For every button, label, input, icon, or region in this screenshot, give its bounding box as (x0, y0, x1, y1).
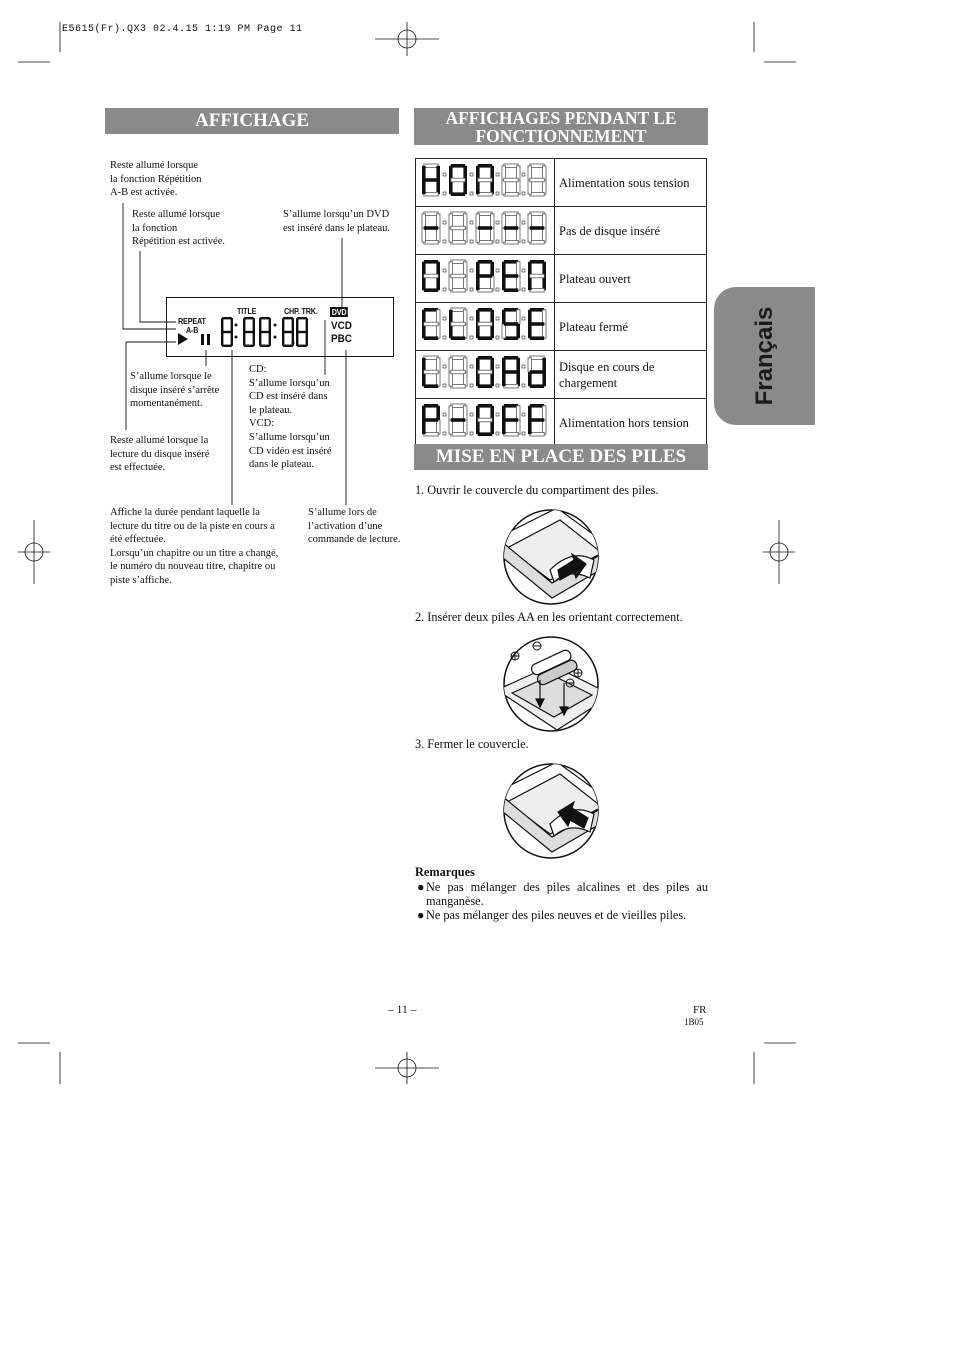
remark-item (415, 908, 708, 922)
segment (243, 318, 245, 332)
segment (530, 178, 544, 182)
segment-dot (522, 269, 525, 272)
segment (424, 274, 438, 278)
status-label: Alimentation hors tension (559, 415, 689, 430)
annot-line: piste s’affiche. (110, 574, 172, 586)
segment (478, 164, 492, 168)
segment (424, 192, 438, 196)
segment (476, 262, 480, 276)
table-row (416, 255, 707, 303)
segment-dot (443, 173, 446, 176)
fonctionnement-title-line2: FONCTIONNEMENT (475, 125, 647, 146)
segment-dot (470, 336, 473, 339)
status-display-cell (416, 159, 555, 207)
lcd-pbc-label: PBC (331, 333, 352, 345)
segment (502, 276, 506, 290)
segment (504, 288, 518, 292)
segment (424, 260, 438, 264)
lcd-dvd-label: DVD (331, 307, 347, 317)
segment (502, 324, 506, 338)
segment (436, 166, 440, 180)
status-label-cell (555, 351, 707, 399)
segment (424, 418, 438, 422)
segment-dot (522, 365, 525, 368)
annot-line: S’allume lors de (308, 507, 377, 518)
segment (478, 404, 492, 408)
annot-line: commande de lecture. (308, 534, 401, 546)
insert-batteries-illustration (502, 635, 600, 733)
segment-dot (443, 269, 446, 272)
segment-dot (443, 365, 446, 368)
status-display-cell (416, 255, 555, 303)
segment-dot (470, 384, 473, 387)
status-label-cell (555, 255, 707, 303)
segment-dot (470, 365, 473, 368)
segment-dot (496, 173, 499, 176)
segment (436, 214, 440, 228)
segment-dot (522, 173, 525, 176)
segment (504, 370, 518, 374)
annot-line: S’allume lorsque le (130, 371, 212, 382)
annot-line: Reste allumé lorsque la (110, 435, 209, 446)
segment (424, 178, 438, 182)
lcd-colon-dot (274, 336, 277, 339)
segment (222, 345, 232, 347)
segment (231, 318, 233, 332)
seven-segment-display (416, 207, 552, 249)
segment (451, 164, 465, 168)
segment-dot (496, 384, 499, 387)
segment (530, 322, 544, 326)
segment (451, 274, 465, 278)
segment (244, 317, 254, 319)
segment (478, 288, 492, 292)
annot-line: lecture du disque inséré (110, 448, 210, 460)
segment (478, 274, 492, 278)
annot-line: dans le plateau. (249, 459, 315, 471)
segment (451, 192, 465, 196)
segment-dot (496, 413, 499, 416)
segment (451, 178, 465, 182)
segment-dot (470, 192, 473, 195)
seven-segment-display (416, 399, 552, 441)
segment (530, 336, 544, 340)
segment-dot (496, 365, 499, 368)
annot-line: est effectuée. (110, 462, 166, 474)
segment-dot (443, 288, 446, 291)
segment (490, 214, 494, 228)
segment (283, 345, 293, 347)
segment (244, 345, 254, 347)
annot-line: Reste allumé lorsque (110, 160, 199, 171)
segment-dot (496, 192, 499, 195)
annot-line: est inséré dans le plateau. (283, 222, 390, 234)
open-cover-illustration (502, 508, 600, 606)
step-3: 3. Fermer le couvercle. (415, 737, 529, 751)
segment (422, 180, 426, 194)
annot-line: Répétition est activée. (132, 236, 226, 248)
segment (422, 406, 426, 420)
segment-dot (470, 269, 473, 272)
remark-text: Ne pas mélanger des piles alcalines et des piles au manganèse. (426, 880, 708, 908)
segment-dot (443, 240, 446, 243)
status-display-table (415, 158, 707, 447)
status-display-cell (416, 399, 555, 447)
segment (528, 372, 532, 386)
annot-line: VCD: (249, 418, 275, 430)
segment-dot (470, 317, 473, 320)
segment (222, 317, 232, 319)
fonctionnement-title-line1: AFFICHAGES PENDANT LE (445, 108, 677, 128)
table-row (416, 207, 707, 255)
lcd-colon-dot (292, 342, 295, 345)
status-label: Plateau fermé (559, 319, 629, 334)
segment-dot (522, 192, 525, 195)
segment (269, 332, 271, 346)
segment (528, 310, 532, 324)
segment (424, 384, 438, 388)
segment (222, 331, 232, 333)
segment (528, 358, 532, 372)
segment (504, 418, 518, 422)
segment (253, 318, 255, 332)
segment (259, 332, 261, 346)
segment (476, 228, 480, 242)
segment (530, 226, 544, 230)
segment (451, 418, 465, 422)
segment (297, 317, 307, 319)
segment (490, 262, 494, 276)
segment-dot (470, 432, 473, 435)
segment (260, 317, 270, 319)
segment-dot (443, 221, 446, 224)
segment-dot (443, 384, 446, 387)
status-label: chargement (559, 375, 618, 390)
segment (478, 336, 492, 340)
segment (424, 288, 438, 292)
segment-dot (496, 317, 499, 320)
annot-line: A-B est activée. (110, 187, 178, 199)
affichage-title: AFFICHAGE (195, 110, 309, 131)
seven-segment-display (416, 255, 552, 297)
segment (530, 260, 544, 264)
status-label-cell (555, 303, 707, 351)
lcd-repeat-label: REPEAT (178, 316, 206, 326)
segment (283, 317, 293, 319)
segment (243, 332, 245, 346)
segment (424, 404, 438, 408)
segment (424, 322, 438, 326)
segment-dot (496, 269, 499, 272)
play-icon (178, 333, 188, 345)
segment (478, 418, 492, 422)
segment (516, 310, 520, 324)
lcd-title-label: TITLE (237, 306, 257, 316)
piles-title: MISE EN PLACE DES PILES (435, 446, 687, 467)
segment (528, 420, 532, 434)
segment (478, 226, 492, 230)
segment-dot (522, 221, 525, 224)
segment (449, 420, 453, 434)
remark-item (415, 880, 708, 908)
status-display-cell (416, 207, 555, 255)
segment (502, 358, 506, 372)
annot-line: lecture du titre ou de la piste en cours a (110, 520, 275, 532)
segment (451, 226, 465, 230)
segment (306, 332, 308, 346)
segment (436, 406, 440, 420)
annot-line: S’allume lorsqu’un (249, 377, 330, 389)
segment (282, 318, 284, 332)
annot-line: le numéro du nouveau titre, chapitre ou (110, 561, 276, 573)
segment (502, 406, 506, 420)
segment (451, 322, 465, 326)
annot-line: la fonction Répétition (110, 173, 202, 185)
seven-segment-display (416, 303, 552, 345)
segment-dot (496, 288, 499, 291)
segment (476, 214, 480, 228)
segment (424, 336, 438, 340)
bullet-icon: ● (417, 880, 425, 894)
document-code: 1B05 (684, 1017, 704, 1027)
status-display-cell (416, 351, 555, 399)
segment (542, 324, 546, 338)
pause-icon (201, 334, 204, 345)
annot-line: été effectuée. (110, 534, 166, 546)
lcd-vcd-label: VCD (331, 320, 352, 332)
segment (478, 308, 492, 312)
segment-dot (522, 336, 525, 339)
segment (504, 432, 518, 436)
annot-line: CD: (249, 364, 267, 375)
annot-line: Lorsqu’un chapitre ou un titre a changé, (110, 547, 279, 559)
table-row (416, 159, 707, 207)
lcd-chp-trk-label: CHP. TRK. (284, 306, 318, 316)
segment-dot (443, 317, 446, 320)
step-2: 2. Insérer deux piles AA en les orientant correctement. (415, 610, 683, 624)
status-display-cell (416, 303, 555, 351)
segment-dot (470, 288, 473, 291)
step-1: 1. Ouvrir le couvercle du compartiment des piles. (415, 483, 659, 497)
segment (542, 406, 546, 420)
segment (516, 262, 520, 276)
segment (244, 331, 254, 333)
lcd-time-digits (221, 317, 308, 347)
segment (282, 332, 284, 346)
segment (542, 214, 546, 228)
segment (424, 226, 438, 230)
annot-line: CD est inséré dans (249, 391, 328, 403)
segment (530, 418, 544, 422)
status-label: Disque en cours de (559, 359, 655, 374)
bullet-icon: ● (417, 908, 425, 922)
segment (297, 331, 307, 333)
segment-dot (522, 317, 525, 320)
segment (502, 214, 506, 228)
segment (516, 324, 520, 338)
segment (297, 345, 307, 347)
segment (259, 318, 261, 332)
table-row (416, 351, 707, 399)
seven-segment-display (416, 159, 552, 201)
segment (476, 276, 480, 290)
segment (504, 274, 518, 278)
segment (478, 432, 492, 436)
lcd-colon-dot (235, 324, 238, 327)
page-number: – 11 – (388, 1004, 417, 1016)
annot-line: Affiche la durée pendant laquelle la (110, 507, 260, 518)
lcd-indicators (166, 297, 394, 357)
segment (449, 406, 453, 420)
pause-icon-bar (207, 334, 210, 345)
annot-line: S’allume lorsqu’un DVD (283, 209, 390, 220)
segment (504, 384, 518, 388)
annot-line: la fonction (132, 222, 178, 234)
seven-segment-display (416, 351, 552, 393)
segment (528, 228, 532, 242)
segment (530, 274, 544, 278)
annot-line: CD vidéo est inséré (249, 445, 332, 457)
segment (530, 288, 544, 292)
segment (306, 318, 308, 332)
status-label: Alimentation sous tension (559, 175, 690, 190)
segment (296, 318, 298, 332)
segment (451, 336, 465, 340)
segment (516, 406, 520, 420)
segment (504, 226, 518, 230)
lang-code: FR (693, 1004, 707, 1016)
status-label-cell (555, 207, 707, 255)
segment (231, 332, 233, 346)
close-cover-illustration (502, 762, 600, 860)
annot-line: momentanément. (130, 398, 203, 410)
segment (542, 310, 546, 324)
print-header: E5615(Fr).QX3 02.4.15 1:19 PM Page 11 (62, 24, 303, 35)
segment (296, 332, 298, 346)
segment (478, 370, 492, 374)
segment (478, 356, 492, 360)
segment (504, 178, 518, 182)
segment (422, 166, 426, 180)
segment (516, 214, 520, 228)
annot-line: Reste allumé lorsque (132, 209, 221, 220)
segment (463, 406, 467, 420)
segment (542, 372, 546, 386)
segment (478, 260, 492, 264)
segment (502, 310, 506, 324)
segment (530, 432, 544, 436)
segment (221, 318, 223, 332)
table-row (416, 399, 707, 447)
segment-dot (470, 413, 473, 416)
segment-dot (522, 384, 525, 387)
annot-line: le plateau. (249, 404, 293, 416)
segment (478, 192, 492, 196)
segment-dot (443, 432, 446, 435)
segment (253, 332, 255, 346)
annot-line: S’allume lorsqu’un (249, 431, 330, 443)
segment (502, 228, 506, 242)
remark-text: Ne pas mélanger des piles neuves et de vieilles piles. (426, 908, 687, 922)
piles-title-bar (414, 444, 708, 470)
segment (422, 420, 426, 434)
segment (283, 331, 293, 333)
segment (221, 332, 223, 346)
status-label: Plateau ouvert (559, 271, 631, 286)
segment-dot (470, 221, 473, 224)
segment (478, 322, 492, 326)
segment-dot (443, 192, 446, 195)
lcd-ab-label: A-B (186, 325, 199, 335)
segment (530, 384, 544, 388)
status-label: Pas de disque inséré (559, 223, 661, 238)
language-tab-label: Français (750, 306, 778, 406)
table-row (416, 303, 707, 351)
segment (504, 356, 518, 360)
segment (292, 318, 294, 332)
segment (528, 214, 532, 228)
segment-dot (496, 336, 499, 339)
segment-dot (522, 288, 525, 291)
segment (516, 358, 520, 372)
segment (260, 331, 270, 333)
segment (260, 345, 270, 347)
segment (269, 318, 271, 332)
segment (451, 370, 465, 374)
segment (516, 276, 520, 290)
segment (422, 228, 426, 242)
status-label-cell (555, 159, 707, 207)
segment (478, 178, 492, 182)
segment (502, 420, 506, 434)
lcd-colon-dot (274, 324, 277, 327)
segment-dot (522, 240, 525, 243)
segment (424, 164, 438, 168)
segment (424, 370, 438, 374)
segment-dot (443, 336, 446, 339)
fonctionnement-title-bar (414, 108, 708, 145)
segment (502, 262, 506, 276)
status-label-cell (555, 399, 707, 447)
annot-line: disque inséré s’arrête (130, 384, 220, 396)
segment-dot (470, 173, 473, 176)
segment (530, 370, 544, 374)
segment (542, 358, 546, 372)
remarks-title: Remarques (415, 865, 475, 879)
segment-dot (443, 413, 446, 416)
lcd-colon-dot (235, 336, 238, 339)
segment-dot (522, 432, 525, 435)
segment-dot (522, 413, 525, 416)
segment (528, 324, 532, 338)
segment (528, 406, 532, 420)
segment (478, 384, 492, 388)
annot-line: l’activation d’une (308, 520, 383, 532)
segment-dot (496, 240, 499, 243)
segment (504, 322, 518, 326)
segment-dot (470, 240, 473, 243)
segment (502, 372, 506, 386)
segment-dot (496, 432, 499, 435)
segment-dot (496, 221, 499, 224)
segment (422, 214, 426, 228)
segment (424, 432, 438, 436)
